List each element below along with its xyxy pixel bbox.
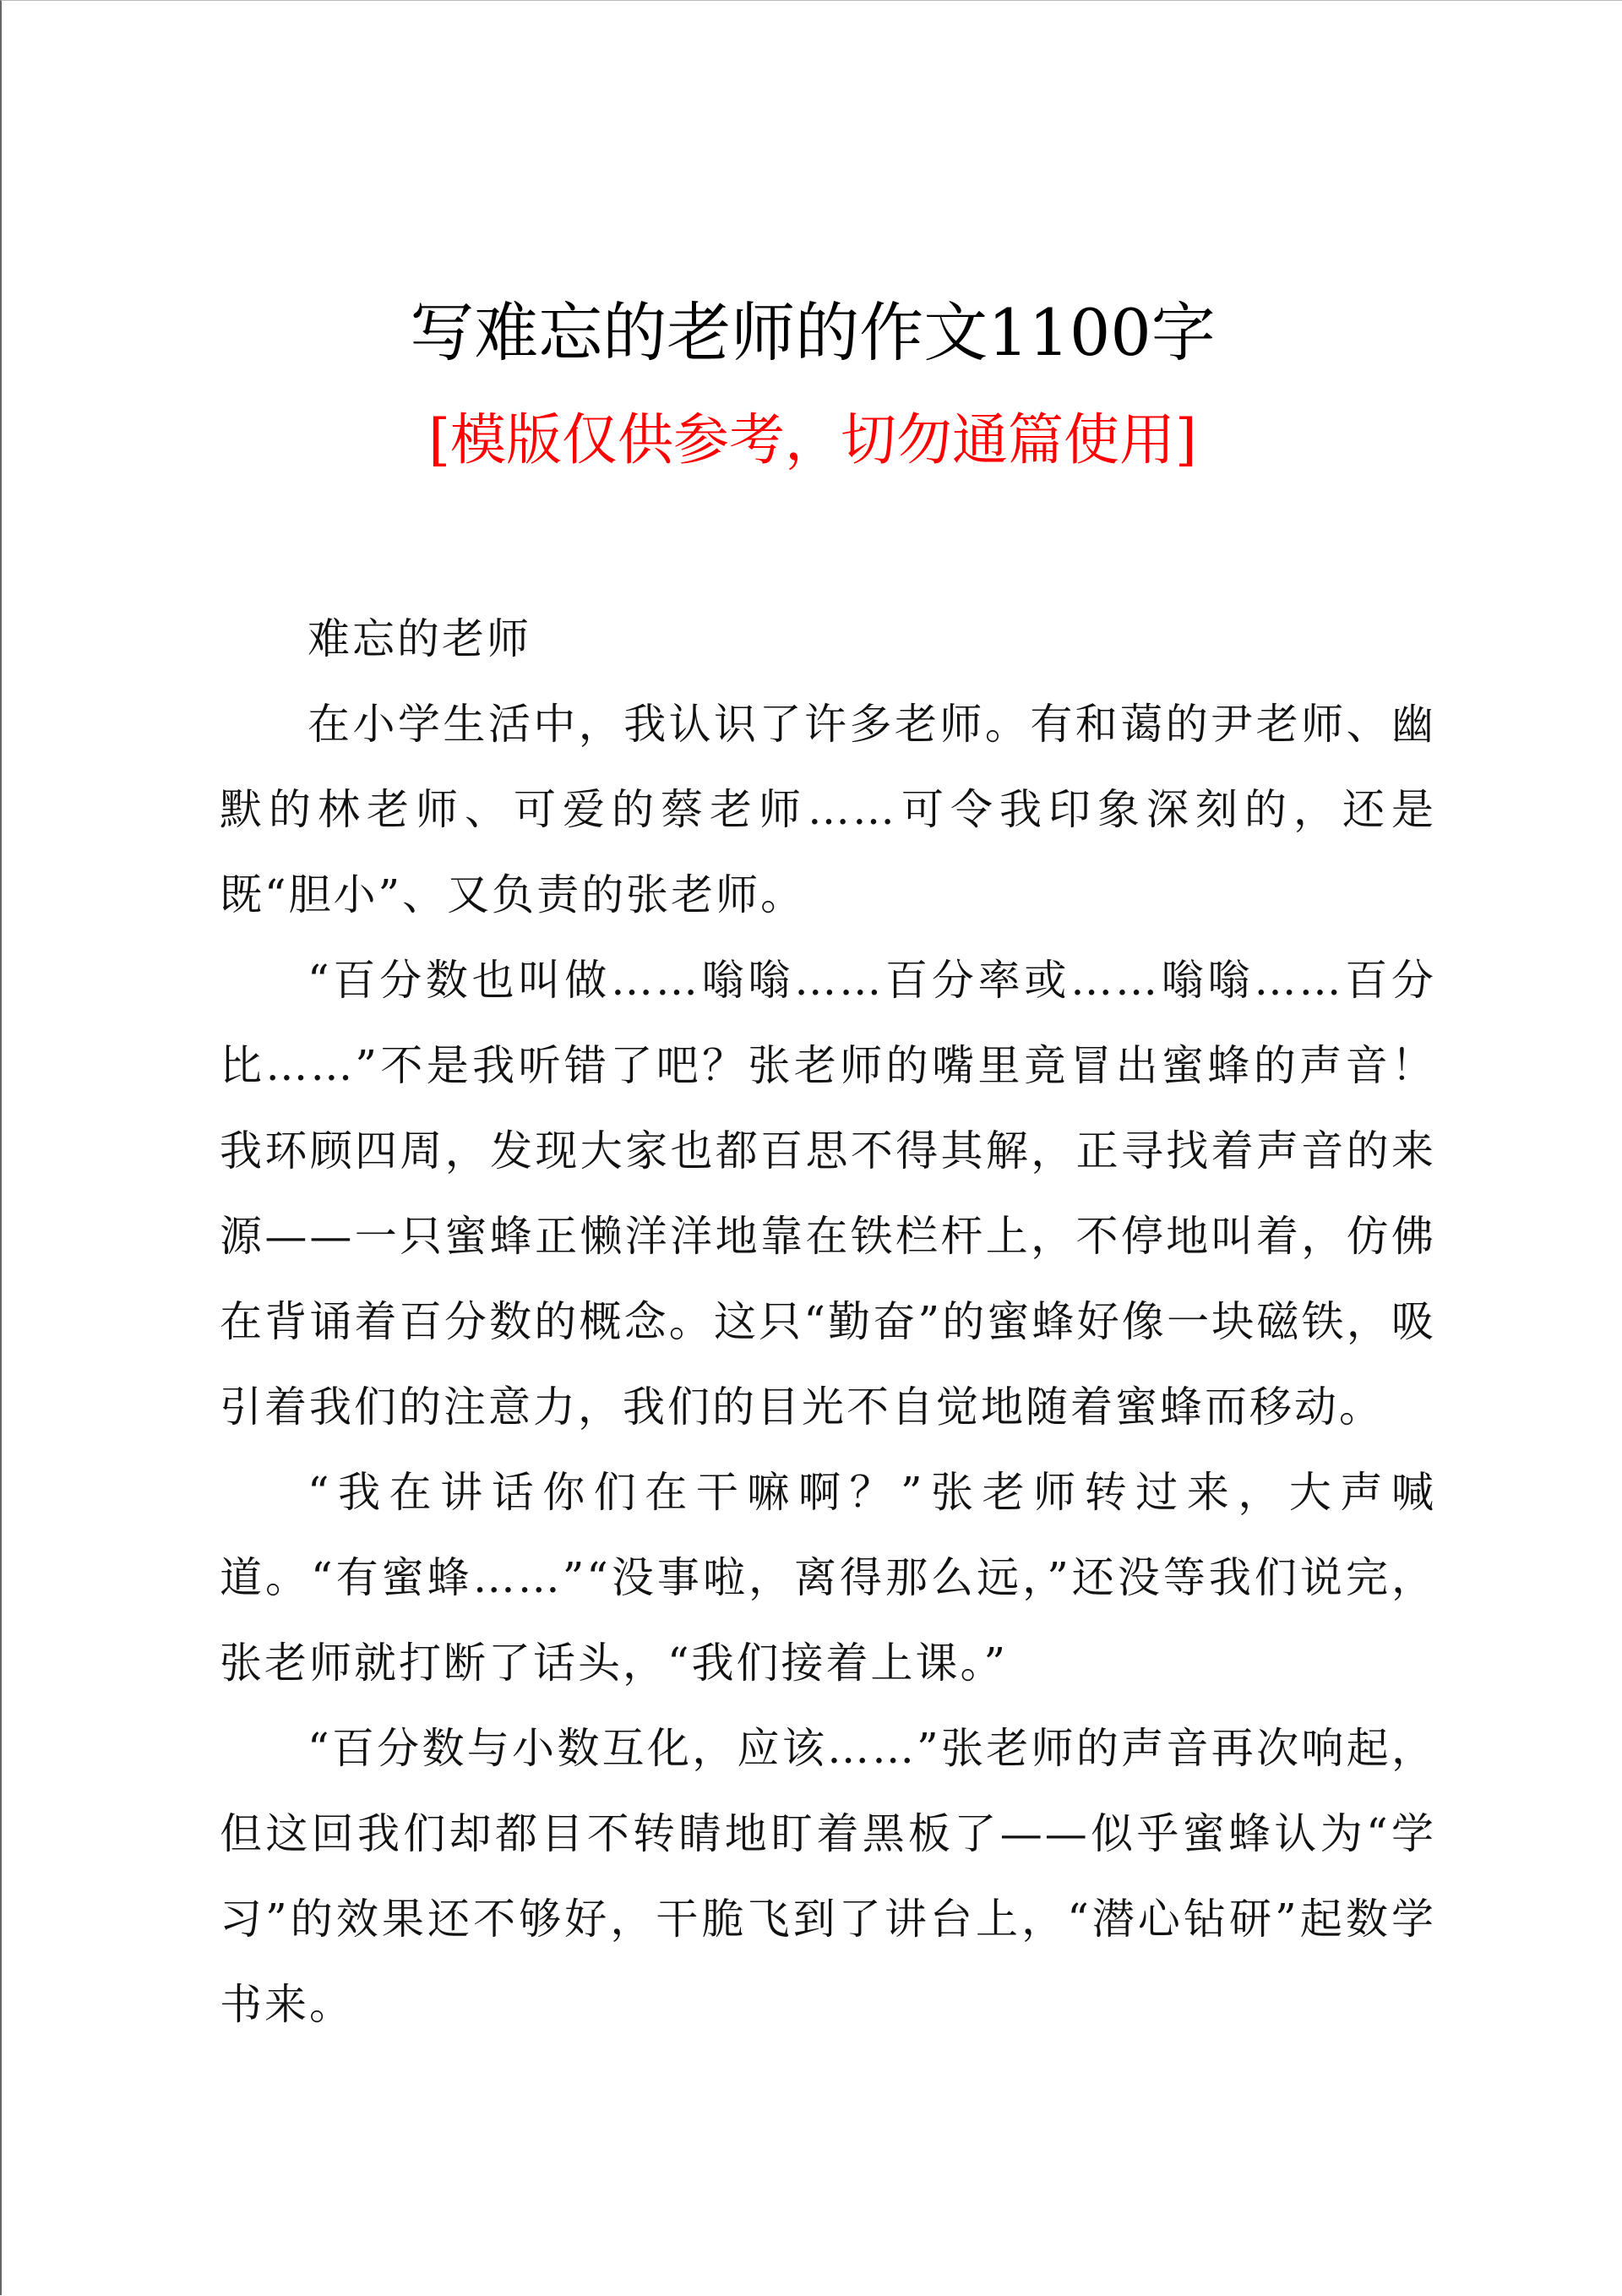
essay-paragraph: “百分数也叫做……嗡嗡……百分率或……嗡嗡……百分比……”不是我听错了吧？张老师的嘴里竟冒出蜜蜂的声音！我环顾四周，发现大家也都百思不得其解，正寻找着声音的来源——一只蜜蜂正懒洋洋地靠在铁栏杆上，不停地叫着，仿佛在背诵着百分数的概念。这只“勤奋”的蜜蜂好像一块磁铁，吸引着我们的注意力，我们的目光不自觉地随着蜜蜂而移动。: [220, 956, 1436, 1432]
essay-paragraph: “百分数与小数互化，应该……”张老师的声音再次响起，但这回我们却都目不转睛地盯着黑板了——似乎蜜蜂认为“学习”的效果还不够好，干脆飞到了讲台上，“潜心钻研”起数学书来。: [220, 1724, 1436, 2029]
essay-heading: 难忘的老师: [308, 614, 531, 663]
template-notice: [模版仅供参考，切勿通篇使用]: [428, 407, 1197, 472]
essay-paragraph: 在小学生活中，我认识了许多老师。有和蔼的尹老师、幽默的林老师、可爱的蔡老师……可令我印象深刻的，还是既“胆小”、又负责的张老师。: [220, 700, 1436, 919]
essay-body: [220, 597, 1436, 2048]
essay-paragraph: “我在讲话你们在干嘛啊？”张老师转过来，大声喊道。“有蜜蜂……”“没事啦，离得那么远，”还没等我们说完，张老师就打断了话头，“我们接着上课。”: [220, 1468, 1436, 1688]
document-title: 写难忘的老师的作文1100字: [410, 295, 1216, 370]
